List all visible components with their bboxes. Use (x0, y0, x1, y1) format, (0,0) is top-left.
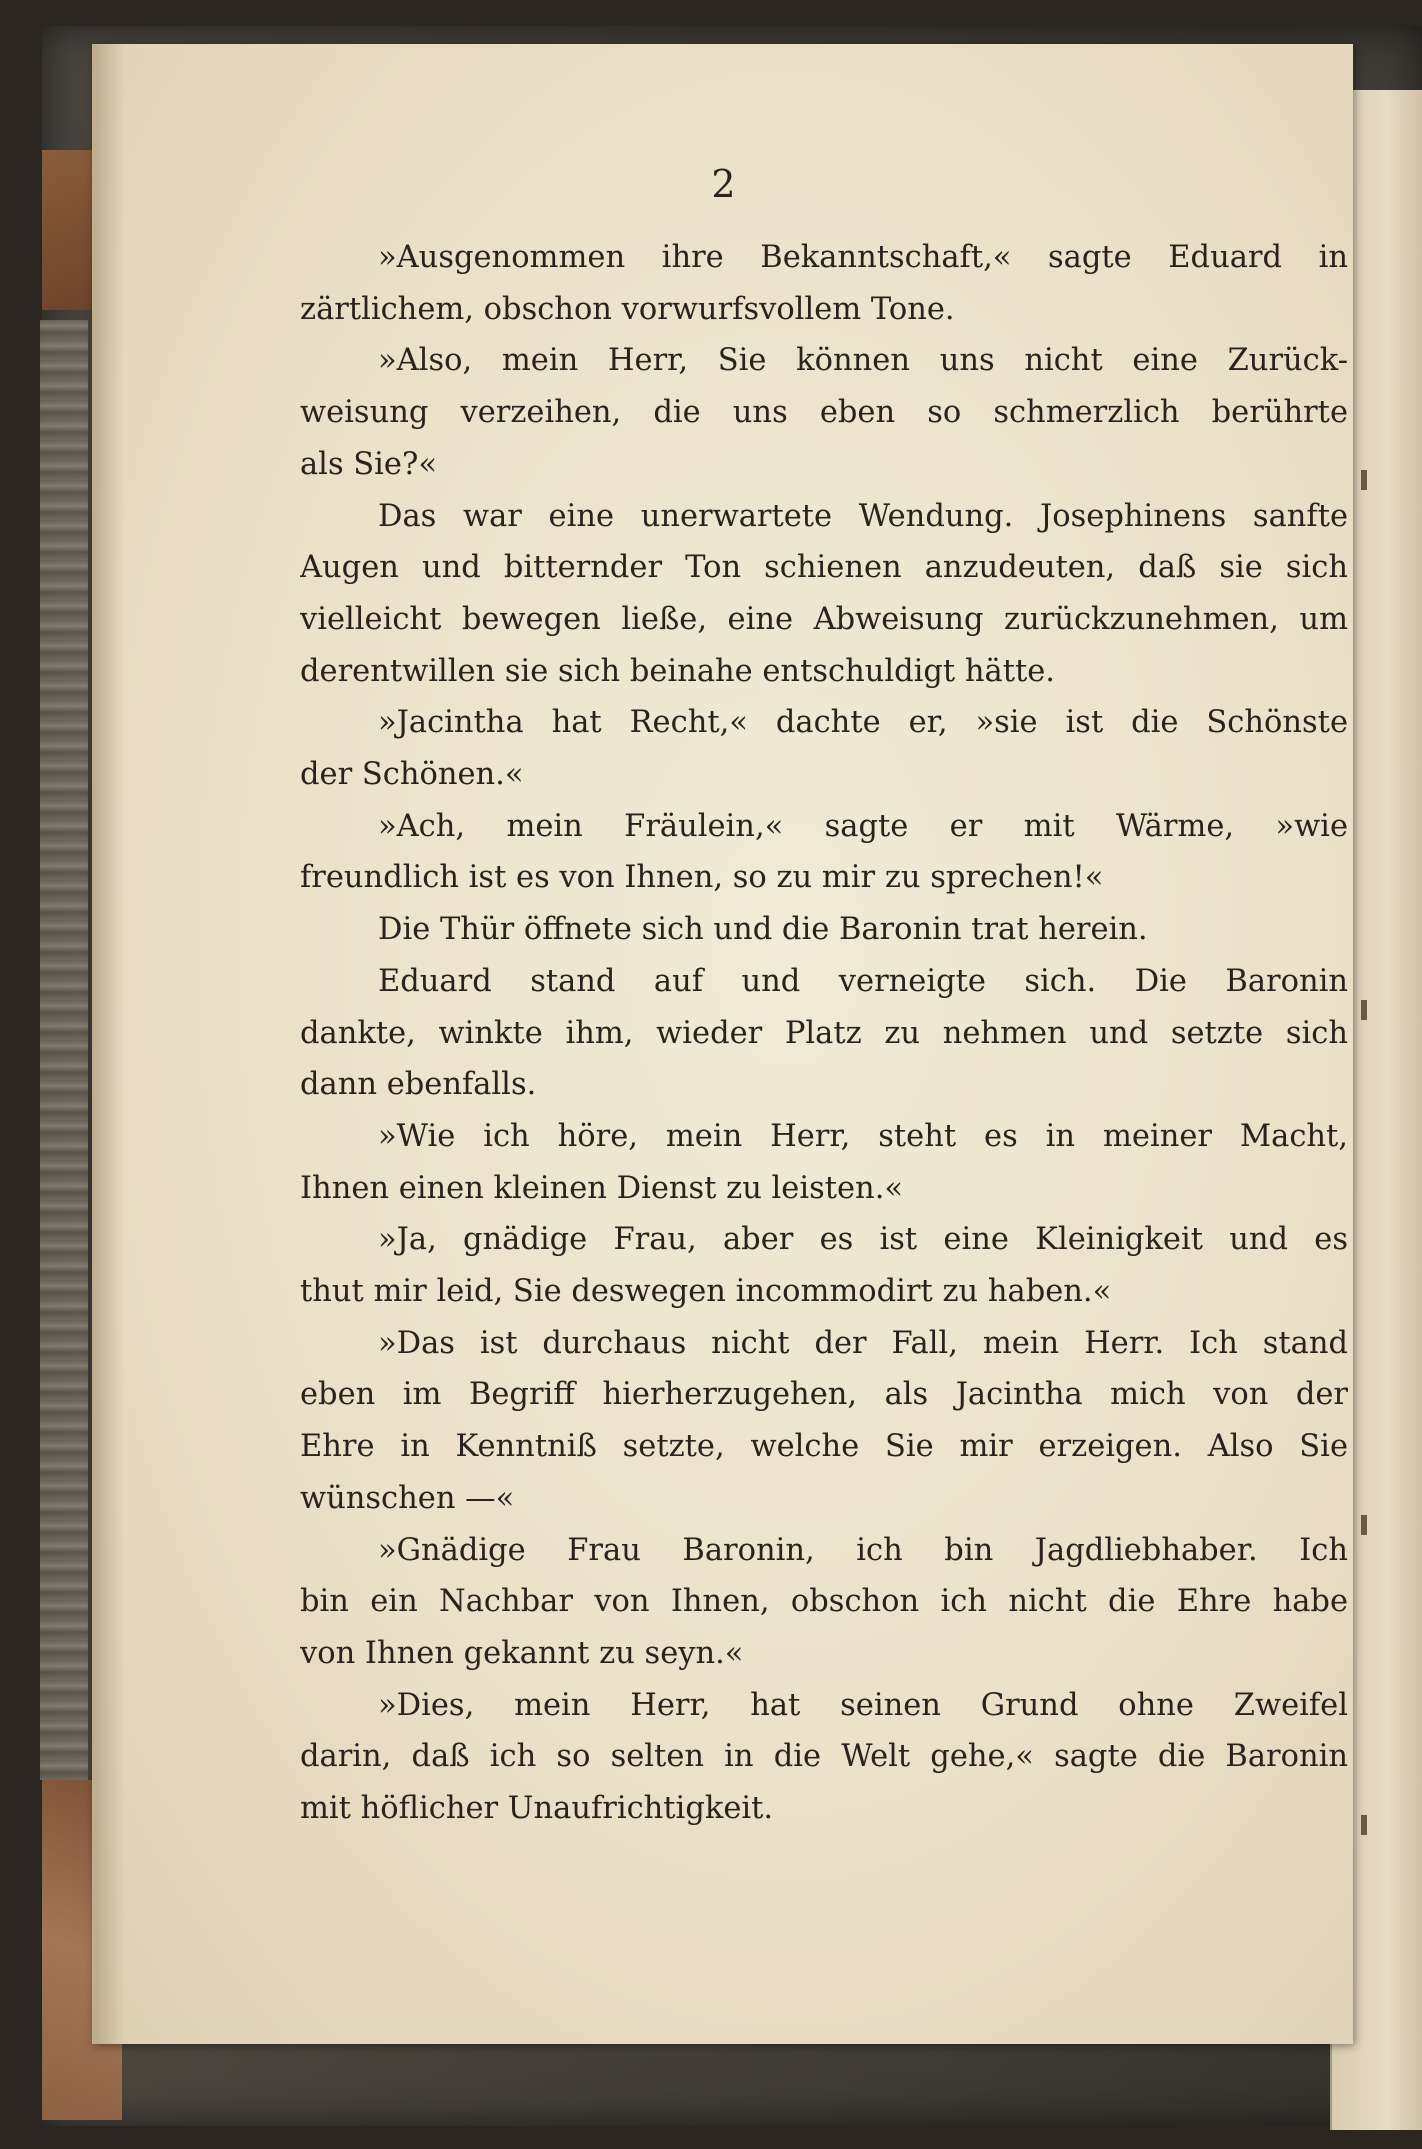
text-line: »Jacintha hat Recht,« dachte er, »sie ist die Schönste (378, 705, 1348, 741)
text-line: Ehre in Kenntniß setzte, welche Sie mir erzeigen. Also Sie (300, 1429, 1348, 1465)
text-line: derentwillen sie sich beinahe entschuldigt hätte. (300, 653, 1055, 689)
text-line: dann ebenfalls. (300, 1067, 537, 1103)
text-line: »Wie ich höre, mein Herr, steht es in meiner Macht, (378, 1118, 1348, 1154)
binding-thread (1361, 1815, 1367, 1835)
text-line: »Dies, mein Herr, hat seinen Grund ohne Zweifel (378, 1687, 1348, 1723)
book-page (92, 44, 1353, 2044)
binding-thread (1361, 1000, 1367, 1020)
text-line: »Gnädige Frau Baronin, ich bin Jagdliebhaber. Ich (378, 1532, 1348, 1568)
text-line: mit höflicher Unaufrichtigkeit. (300, 1791, 774, 1826)
text-line: »Ausgenommen ihre Bekanntschaft,« sagte Eduard in (378, 240, 1348, 275)
text-line: von Ihnen gekannt zu seyn.« (300, 1635, 744, 1671)
binding-thread (1361, 470, 1367, 490)
marbled-cover-edge (40, 320, 88, 1780)
text-line: thut mir leid, Sie deswegen incommodirt zu haben.« (300, 1274, 1112, 1309)
text-line: zärtlichem, obschon vorwurfsvollem Tone. (300, 291, 955, 327)
text-line: dankte, winkte ihm, wieder Platz zu nehmen und setzte sich (300, 1015, 1348, 1051)
text-line: darin, daß ich so selten in die Welt gehe,« sagte die Baronin (300, 1739, 1348, 1775)
text-line: weisung verzeihen, die uns eben so schmerzlich berührte (300, 395, 1348, 431)
text-line: freundlich ist es von Ihnen, so zu mir zu sprechen!« (300, 860, 1104, 896)
text-line: als Sie?« (300, 446, 437, 482)
page-number: 2 (711, 162, 737, 206)
text-line: »Das ist durchaus nicht der Fall, mein Herr. Ich stand (378, 1325, 1348, 1361)
text-line: Eduard stand auf und verneigte sich. Die Baronin (378, 963, 1348, 999)
binding-thread (1361, 1515, 1367, 1535)
text-line: bin ein Nachbar von Ihnen, obschon ich nicht die Ehre habe (300, 1584, 1348, 1620)
text-line: »Ja, gnädige Frau, aber es ist eine Kleinigkeit und es (378, 1222, 1348, 1258)
text-line: Das war eine unerwartete Wendung. Josephinens sanfte (378, 498, 1348, 534)
text-line: vielleicht bewegen ließe, eine Abweisung zurückzunehmen, um (300, 601, 1348, 637)
text-line: »Also, mein Herr, Sie können uns nicht eine Zurück- (378, 343, 1348, 379)
text-line: Die Thür öffnete sich und die Baronin trat herein. (378, 912, 1148, 948)
text-line: »Ach, mein Fräulein,« sagte er mit Wärme, »wie (378, 808, 1348, 844)
text-line: der Schönen.« (300, 757, 524, 792)
text-line: eben im Begriff hierherzugehen, als Jacintha mich von der (300, 1377, 1348, 1413)
text-line: wünschen —« (300, 1480, 515, 1516)
text-line: Ihnen einen kleinen Dienst zu leisten.« (300, 1170, 904, 1206)
text-line: Augen und bitternder Ton schienen anzudeuten, daß sie sich (300, 550, 1348, 586)
